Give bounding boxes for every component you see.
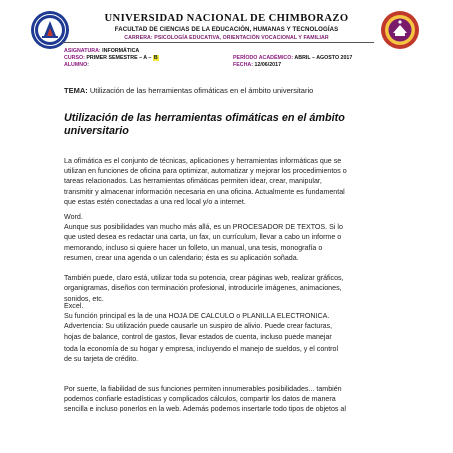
text-line: sencilla e incluso ponerlos en la web. Además podemos insertarle todo tipos de objetos al <box>64 405 346 414</box>
text-line: organigramas, diseños con terminación profesional, introducirle imágenes, animaciones, <box>64 284 342 293</box>
student-label: ALUMNO: <box>64 62 90 68</box>
paragraph-word <box>64 212 400 304</box>
text-line: resumen, crear una agenda o un calendario; ésta es su aplicación soñada. <box>64 253 299 262</box>
header-divider <box>62 42 374 43</box>
course-label: CURSO: <box>64 55 85 61</box>
text-line: que usted desea es redactar una carta, un fax, un currículum, llevar a cabo un informe o <box>64 233 342 242</box>
text-line: memorando, incluso si quiere hacer un folleto, un manual, una tesis, monografía o <box>64 243 323 252</box>
document-title <box>64 112 394 137</box>
text-line: Por suerte, la fiabilidad de sus funciones permiten innumerables posibilidades... también <box>64 385 342 393</box>
university-name: UNIVERSIDAD NACIONAL DE CHIMBORAZO <box>104 13 349 24</box>
text-line: Su función principal es la de una HOJA DE CALCULO o PLANILLA ELECTRONICA. <box>64 312 330 321</box>
text-line: sonidos, etc. <box>64 294 104 303</box>
text-line: tareas relacionados. Las herramientas ofimáticas permiten idear, crear, manipular, <box>64 177 322 186</box>
date-value: 12/06/2017 <box>254 62 282 68</box>
course-parallel: B <box>153 55 158 61</box>
student-line <box>64 62 89 68</box>
text-line: transmitir y almacenar información necesaria en una oficina. Actualmente es fundamental <box>64 187 345 196</box>
paragraph-excel <box>64 301 400 342</box>
text-line: que estas estén conectadas a una red local y/o a internet. <box>64 197 246 206</box>
period-value: ABRIL – AGOSTO 2017 <box>294 55 353 61</box>
subject-label: ASIGNATURA: <box>64 48 101 54</box>
course-value: PRIMER SEMESTRE – A – <box>86 55 152 61</box>
date-line <box>233 62 281 68</box>
faculty-name: FACULTAD DE CIENCIAS DE LA EDUCACIÓN, HUMANAS Y TECNOLOGÍAS <box>114 26 339 33</box>
text-line: toda la economía de su hogar y empresa, incluyendo el manejo de sueldos, y el control <box>64 345 339 353</box>
paragraph-excel-reliability <box>64 384 400 415</box>
text-line: podemos confiarle estadísticas y complicados cálculos, compartir los datos de manera <box>64 395 336 404</box>
period-line <box>233 55 352 61</box>
paragraph-ofimatica <box>64 156 400 207</box>
date-label: FECHA: <box>233 62 254 68</box>
text-line: de su tarjeta de crédito. <box>64 355 139 364</box>
paragraph-excel-continued <box>64 344 400 364</box>
subject-value: INFORMÁTICA <box>102 48 140 54</box>
text-line: La ofimática es el conjunto de técnicas, aplicaciones y herramientas informáticas que se <box>64 157 342 165</box>
subject-line <box>64 48 139 54</box>
topic-value: Utilización de las herramientas ofimáticas en el ámbito universitario <box>89 86 314 95</box>
text-line: utilizan en funciones de oficina para optimizar, automatizar y mejorar los procedimientos o <box>64 167 347 176</box>
career-name: CARRERA: PSICOLOGÍA EDUCATIVA, ORIENTACIÓN VOCACIONAL Y FAMILIAR <box>124 34 329 41</box>
title-line: Utilización de las herramientas ofimáticas en el ámbito <box>64 112 345 124</box>
text-line: Advertencia: Su utilización puede causarle un suspiro de alivio. Puede crear facturas, <box>64 322 333 331</box>
period-label: PERÍODO ACADÉMICO: <box>233 55 294 61</box>
text-line: Excel. <box>64 302 84 310</box>
text-line: También puede, claro está, utilizar toda su potencia, crear páginas web, realizar gráficos, <box>64 274 344 283</box>
title-line: universitario <box>64 124 129 137</box>
course-line <box>64 55 159 61</box>
topic-line <box>64 86 313 95</box>
topic-label: TEMA: <box>64 86 88 95</box>
text-line: Aunque sus posibilidades van mucho más allá, es un PROCESADOR DE TEXTOS. Si lo <box>64 223 343 232</box>
text-line: hojas de balance, control de gastos, llevar estados de cuenta, incluso puede manejar <box>64 332 332 341</box>
text-line: Word. <box>64 213 83 221</box>
blank-line <box>64 263 400 273</box>
